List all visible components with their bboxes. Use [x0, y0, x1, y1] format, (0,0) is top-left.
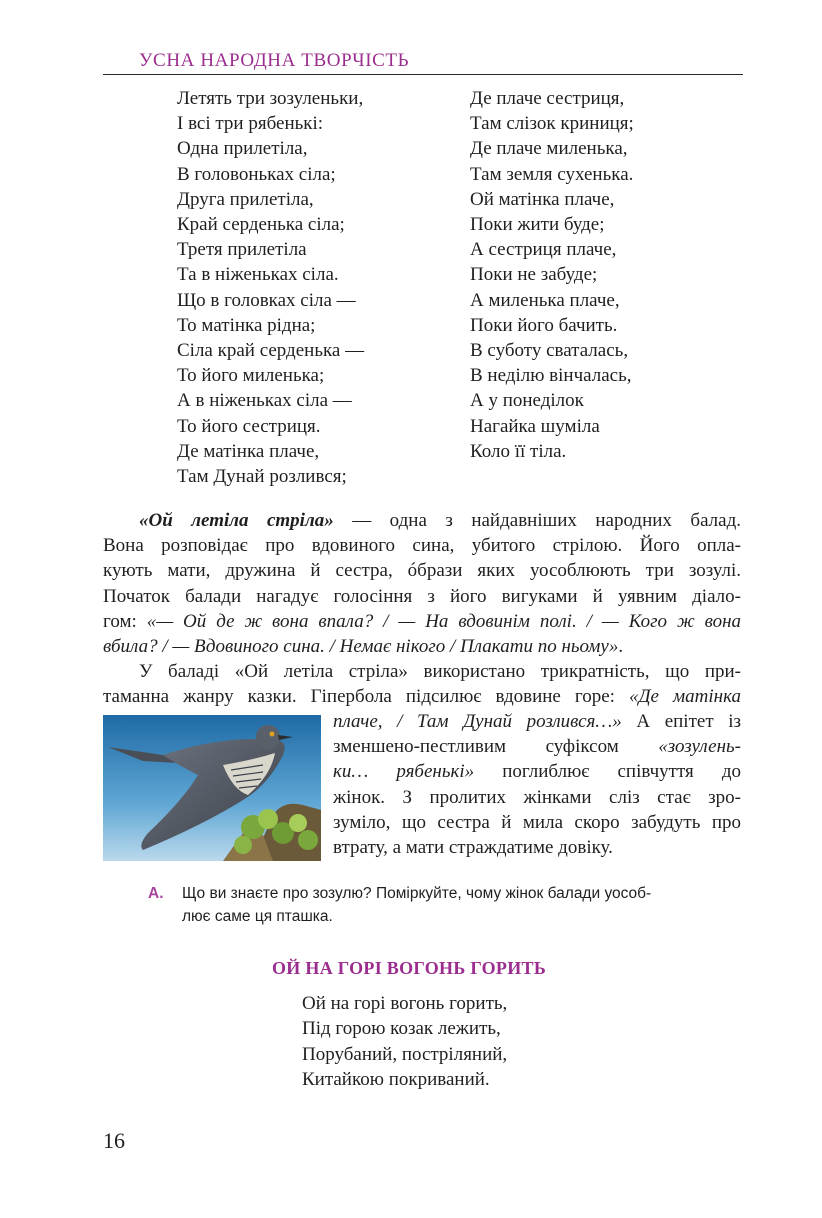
- song-verse: [302, 991, 507, 1092]
- poem-line: Ой матінка плаче,: [470, 188, 615, 210]
- page-header: [103, 46, 743, 75]
- poem-line: Поки його бачить.: [470, 314, 618, 336]
- paragraph-line: У баладі «Ой летіла стріла» використано трикратність, що при-: [139, 661, 741, 682]
- poem-line: І всі три рябенькі:: [177, 113, 324, 135]
- poem-line: Поки жити буде;: [470, 214, 605, 236]
- text-fragment: гом:: [103, 610, 147, 632]
- poem-line: А в ніженьках сіла —: [177, 390, 352, 412]
- quote-fragment: «Де матінка: [628, 686, 741, 708]
- poem-line: Коло її тіла.: [470, 440, 567, 462]
- poem-line: Нагайка шуміла: [470, 415, 600, 437]
- text-fragment: .: [618, 636, 624, 658]
- poem-line: А миленька плаче,: [470, 289, 620, 311]
- quote-fragment: вбила? / — Вдовиного сина. / Немає нікого / Плакати по ньому»: [103, 636, 619, 658]
- poem-line: В неділю вінчалась,: [470, 365, 632, 387]
- section-title: УСНА НАРОДНА ТВОРЧІСТЬ: [139, 50, 410, 71]
- text-fragment: поглиблює співчуття до: [474, 761, 741, 783]
- paragraph-line: [333, 709, 741, 734]
- question-marker: А.: [148, 885, 164, 902]
- poem-line: Де матінка плаче,: [177, 440, 320, 462]
- question-line: Що ви знаєте про зозулю? Поміркуйте, чому жінок балади уособ-: [182, 885, 652, 902]
- text-fragment: А епітет із: [621, 711, 742, 732]
- page-number: 16: [103, 1128, 125, 1153]
- poem-line: Край серденька сіла;: [177, 214, 345, 236]
- poem-right-column: [470, 86, 634, 464]
- poem-line: Там земля сухенька.: [470, 163, 634, 185]
- commentary-paragraph-3: [333, 709, 741, 860]
- poem-line: В суботу сваталась,: [470, 340, 629, 362]
- cuckoo-photo: [103, 715, 321, 861]
- poem-line: Одна прилетіла,: [177, 138, 308, 160]
- paragraph-line: [333, 734, 741, 759]
- text-fragment: зменшено-пестливим суфіксом: [333, 736, 659, 758]
- poem-line: То матінка рідна;: [177, 314, 316, 336]
- poem-line: А у понеділок: [470, 390, 584, 412]
- poem-line: А сестриця плаче,: [470, 239, 617, 261]
- paragraph-line: [333, 759, 741, 784]
- poem-line: Сіла край серденька —: [177, 340, 365, 362]
- poem-line: То його миленька;: [177, 365, 325, 387]
- poem-line: Що в головках сіла —: [177, 289, 356, 311]
- quote-fragment: «зозулень-: [658, 736, 741, 758]
- paragraph-line: зуміло, що сестра й мила скоро забудуть про: [333, 811, 741, 833]
- poem-line: Там Дунай розлився;: [177, 466, 347, 488]
- poem-line: Там слізок криниця;: [470, 113, 634, 135]
- quote-fragment: ки… рябенькі»: [333, 761, 475, 783]
- poem-line: В головоньках сіла;: [177, 163, 336, 185]
- poem-line: Летять три зозуленьки,: [177, 88, 364, 109]
- ballad-title-reference: «Ой летіла стріла»: [139, 510, 334, 531]
- paragraph-line: Початок балади нагадує голосіння з його вигуками й уявним діало-: [103, 585, 741, 607]
- quote-fragment: «— Ой де ж вона впала? / — На вдовинім полі. / — Кого ж вона: [146, 610, 742, 632]
- paragraph-line: [103, 609, 741, 634]
- poem-left-column: [177, 86, 364, 489]
- text-fragment: таманна жанру казки. Гіпербола підсилює вдовине горе:: [103, 686, 629, 708]
- poem-line: Де плаче сестриця,: [470, 88, 625, 109]
- poem-line: Та в ніженьках сіла.: [177, 264, 339, 286]
- poem-line: Друга прилетіла,: [177, 188, 314, 210]
- paragraph-line: жінок. З пролитих жінками сліз стає зро-: [333, 786, 741, 808]
- song-title: ОЙ НА ГОРІ ВОГОНЬ ГОРИТЬ: [272, 958, 547, 978]
- quote-fragment: плаче, / Там Дунай розлився…»: [333, 711, 622, 732]
- paragraph-line: [103, 508, 741, 533]
- poem-line: Третя прилетіла: [177, 239, 307, 261]
- text-fragment: — одна з найдавніших народних балад.: [333, 510, 741, 531]
- poem-line: Китайкою покриваний.: [302, 1068, 490, 1090]
- paragraph-line: кують мати, дружина й сестра, óбрази яких уособлюють три зозулі.: [103, 560, 741, 582]
- question-text: [182, 882, 742, 928]
- poem-line: Поки не забуде;: [470, 264, 598, 286]
- cuckoo-bird-image: [103, 715, 321, 861]
- poem-line: Порубаний, постріляний,: [302, 1043, 508, 1065]
- paragraph-line: [103, 684, 741, 709]
- paragraph-line: втрату, а мати страждатиме довіку.: [333, 837, 613, 859]
- commentary-paragraph-2: [103, 659, 741, 709]
- poem-line: Ой на горі вогонь горить,: [302, 993, 508, 1014]
- paragraph-line: Вона розповідає про вдовиного сина, убитого стрілою. Його опла-: [103, 535, 741, 557]
- paragraph-line: [103, 634, 741, 659]
- question-line: лює саме ця пташка.: [182, 908, 333, 925]
- poem-line: Де плаче миленька,: [470, 138, 628, 160]
- poem-line: То його сестриця.: [177, 415, 321, 437]
- commentary-paragraph-1: [103, 508, 741, 659]
- poem-line: Під горою козак лежить,: [302, 1018, 501, 1040]
